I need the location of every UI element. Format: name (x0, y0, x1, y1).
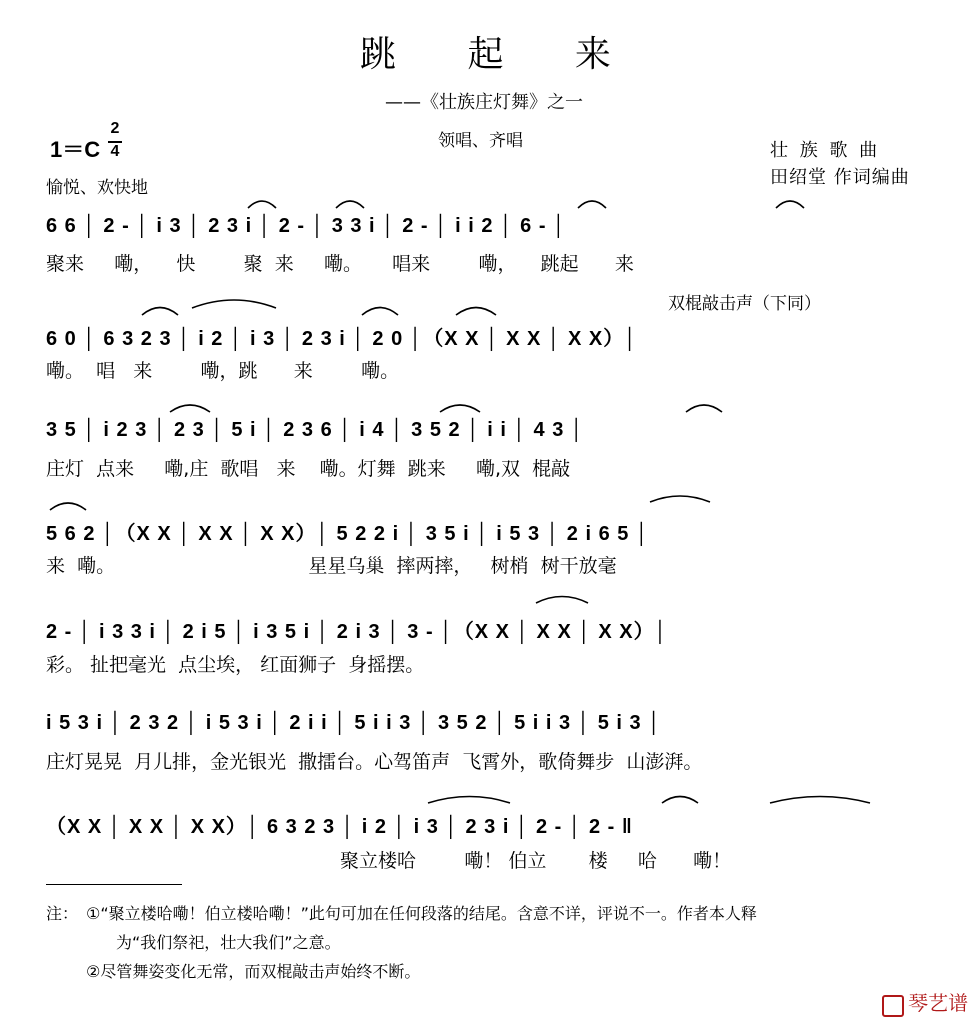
song-subtitle: ——《壮族庄灯舞》之一 (385, 92, 583, 113)
lyric-line: 来 嘞。 星星乌巢 摔两摔， 树梢 树干放毫 (46, 555, 617, 577)
notation-line: 6 0 │ 6 3 2 3 │ i 2 │ i 3 │ 2 3 i │ 2 0 │（X X │ X X │ X X）│ (46, 328, 638, 350)
slur (686, 405, 722, 412)
lyric-line: 聚立楼哈 嘞！ 伯立 楼 哈 嘞！ (340, 850, 732, 872)
slur (142, 308, 178, 316)
lyric-line: 聚来 嘞， 快 聚 来 嘞。 唱来 嘞， 跳起 来 (46, 253, 634, 275)
time-signature-bottom: 4 (110, 143, 120, 160)
performance-form: 领唱、齐唱 (438, 131, 523, 151)
credit-origin: 壮 族 歌 曲 (770, 140, 881, 161)
slur (770, 797, 870, 804)
slur (536, 597, 588, 604)
notation-line: 6 6 │ 2 - │ i 3 │ 2 3 i │ 2 - │ 3 3 i │ 2 - │ i i 2 │ 6 - │ (46, 215, 567, 237)
notation-line: i 5 3 i │ 2 3 2 │ i 5 3 i │ 2 i i │ 5 i i 3 │ 3 5 2 │ 5 i i 3 │ 5 i 3 │ (46, 712, 662, 734)
watermark (872, 968, 968, 1017)
lyric-line: 庄灯晃晃 月儿排，金光银光 撒擂台。心驾笛声 飞霄外，歌倚舞步 山澎湃。 (46, 751, 703, 773)
slur (170, 405, 210, 412)
credit-author: 田绍堂 作词编曲 (770, 167, 910, 188)
lyric-line: 彩。 扯把毫光 点尘埃， 红面狮子 身摇摆。 (46, 654, 425, 676)
footnote-rule (46, 884, 182, 885)
notation-line: （X X │ X X │ X X）│ 6 3 2 3 │ i 2 │ i 3 │ 2 3 i │ 2 - │ 2 - ‖ (46, 816, 633, 838)
slur (650, 496, 710, 502)
piano-logo-icon (882, 995, 904, 1017)
slur (248, 201, 276, 208)
footnote-label: 注： (46, 904, 79, 923)
watermark-text: 琴艺谱 (908, 991, 969, 1015)
slur (440, 405, 480, 412)
slur (776, 201, 804, 208)
footnote-2: ②尽管舞姿变化无常，而双棍敲击声始终不断。 (86, 962, 421, 981)
key-label: 1＝C (50, 137, 101, 162)
percussion-annotation: 双棍敲击声（下同） (668, 294, 821, 314)
slur (428, 797, 510, 804)
slur (336, 201, 364, 208)
slur (456, 308, 496, 316)
notation-line: 2 - │ i 3 3 i │ 2 i 5 │ i 3 5 i │ 2 i 3 │ 3 - │（X X │ X X │ X X）│ (46, 621, 669, 643)
footnote-1-line-2: 为“我们祭祀，壮大我们”之意。 (116, 933, 341, 952)
tempo-marking: 愉悦、欢快地 (46, 178, 148, 198)
lyric-line: 庄灯 点来 嘞,庄 歌唱 来 嘞。灯舞 跳来 嘞,双 棍敲 (46, 458, 571, 480)
time-signature-top: 2 (110, 120, 120, 137)
slur (362, 308, 398, 316)
slur (662, 797, 698, 804)
slur (50, 503, 86, 510)
lyric-line: 嘞。 唱 来 嘞，跳 来 嘞。 (46, 360, 400, 382)
notation-line: 3 5 │ i 2 3 │ 2 3 │ 5 i │ 2 3 6 │ i 4 │ 3 5 2 │ i i │ 4 3 │ (46, 419, 585, 441)
slur (192, 300, 276, 308)
slur (578, 201, 606, 208)
notation-line: 5 6 2 │（X X │ X X │ X X）│ 5 2 2 i │ 3 5 i │ i 5 3 │ 2 i 6 5 │ (46, 523, 650, 545)
footnote-1-line-1: ①“聚立楼哈嘞！伯立楼哈嘞！”此句可加在任何段落的结尾。含意不详，评说不一。作者本人释 (86, 904, 757, 923)
song-title: 跳 起 来 (360, 34, 641, 75)
